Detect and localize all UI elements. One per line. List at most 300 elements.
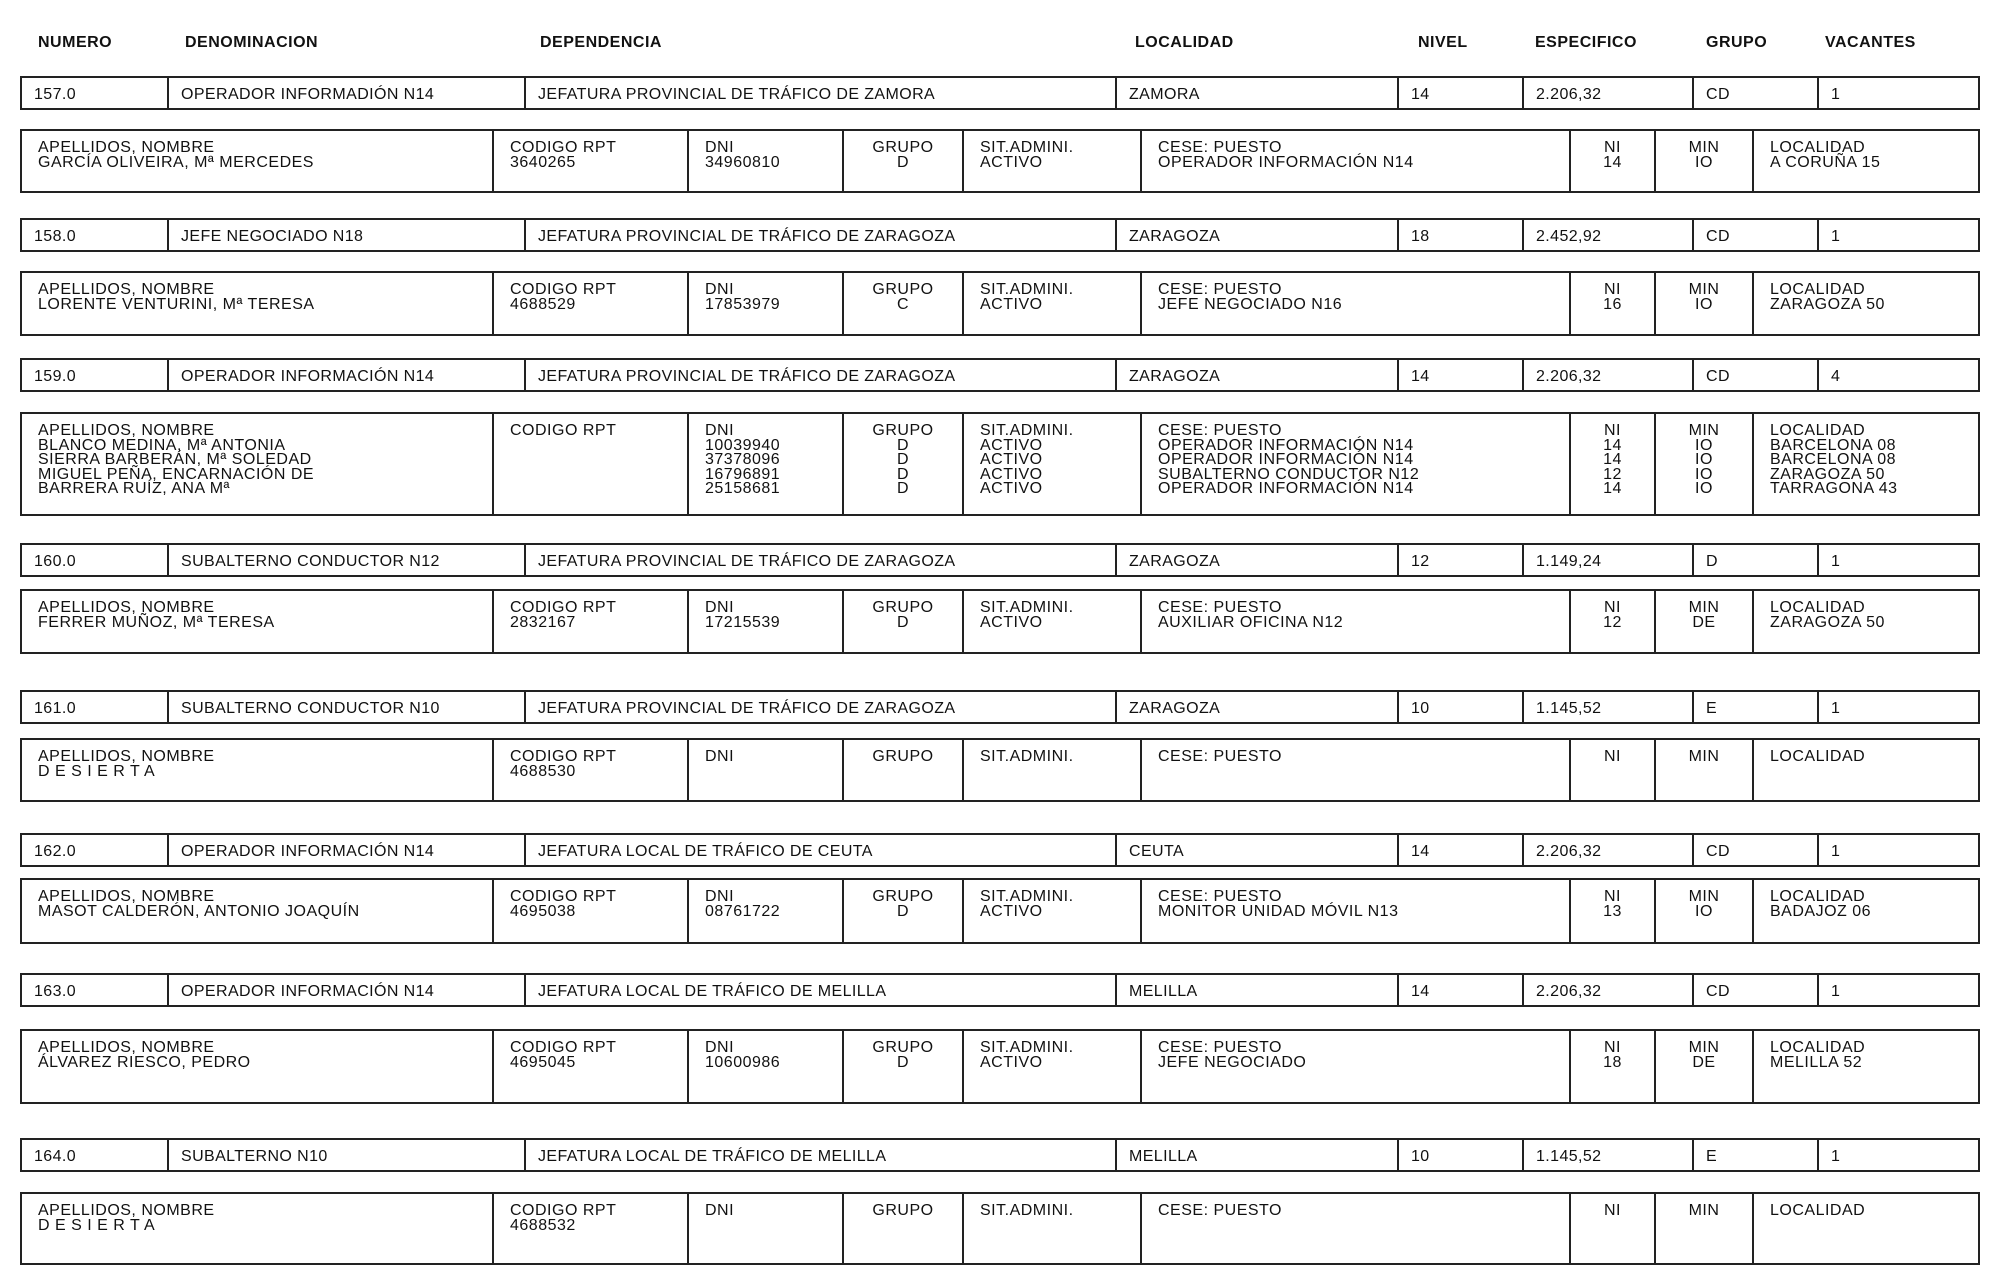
field-value: ACTIVO (980, 153, 1043, 171)
numero-cell: 157.0 (34, 86, 77, 103)
column-header-numero: NUMERO (38, 34, 113, 51)
ni-cell (1569, 414, 1654, 514)
grupo-cell: E (1692, 692, 1817, 722)
field-label: MIN (1688, 422, 1720, 439)
vacantes-cell: 1 (1817, 835, 1978, 865)
field-label: CESE: PUESTO (1158, 599, 1282, 616)
cese-puesto-cell (1140, 591, 1569, 652)
apellidos-nombre-cell (22, 414, 492, 514)
sit-admini-cell (962, 1194, 1140, 1263)
field-label: NI (1604, 748, 1621, 765)
dependencia-cell: JEFATURA PROVINCIAL DE TRÁFICO DE ZARAGOZA (524, 220, 1115, 250)
field-label: SIT.ADMINI. (980, 422, 1074, 439)
especifico-cell: 2.206,32 (1522, 975, 1692, 1005)
field-label: MIN (1688, 1202, 1720, 1219)
nivel-cell: 14 (1397, 78, 1522, 108)
field-value: 17215539 (705, 613, 781, 631)
field-label: NI (1604, 422, 1621, 439)
denominacion-cell: SUBALTERNO N10 (167, 1140, 524, 1170)
field-value: ACTIVO (980, 1053, 1043, 1071)
field-label: CODIGO RPT (510, 888, 617, 905)
dependencia-cell: JEFATURA LOCAL DE TRÁFICO DE MELILLA (524, 975, 1115, 1005)
field-label: GRUPO (872, 599, 934, 616)
field-value: ACTIVO (980, 465, 1043, 483)
field-label: NI (1604, 599, 1621, 616)
field-label: NI (1604, 888, 1621, 905)
field-label: CODIGO RPT (510, 1202, 617, 1219)
field-label: GRUPO (872, 139, 934, 156)
ni-cell (1569, 880, 1654, 942)
field-label: CESE: PUESTO (1158, 1039, 1282, 1056)
field-value: ACTIVO (980, 902, 1043, 920)
field-value: D (896, 451, 910, 468)
field-label: APELLIDOS, NOMBRE (38, 599, 215, 616)
dependencia-cell: JEFATURA LOCAL DE TRÁFICO DE CEUTA (524, 835, 1115, 865)
field-value: 14 (1603, 480, 1622, 497)
field-label: LOCALIDAD (1770, 422, 1866, 439)
field-value: OPERADOR INFORMACIÓN N14 (1158, 153, 1414, 171)
position-row (20, 1138, 1980, 1172)
field-label: DNI (705, 422, 735, 439)
nivel-cell: 18 (1397, 220, 1522, 250)
grupo-detail-cell (842, 273, 962, 334)
column-header-especifico: ESPECIFICO (1535, 34, 1637, 51)
field-value: 12 (1603, 465, 1622, 483)
sit-admini-cell (962, 273, 1140, 334)
field-label: CODIGO RPT (510, 599, 617, 616)
field-label: APELLIDOS, NOMBRE (38, 281, 215, 298)
nivel-cell: 10 (1397, 1140, 1522, 1170)
numero-cell: 164.0 (34, 1148, 77, 1165)
denominacion-cell: OPERADOR INFORMACIÓN N14 (167, 835, 524, 865)
field-value: D (896, 902, 910, 920)
localidad-cell: ZARAGOZA (1115, 545, 1397, 575)
field-label: MIN (1688, 139, 1720, 156)
especifico-cell: 2.206,32 (1522, 360, 1692, 390)
field-value: 14 (1603, 436, 1622, 454)
field-label: SIT.ADMINI. (980, 139, 1074, 156)
nivel-cell: 14 (1397, 360, 1522, 390)
min-cell (1654, 1194, 1752, 1263)
nivel-cell: 14 (1397, 975, 1522, 1005)
especifico-cell: 1.149,24 (1522, 545, 1692, 575)
min-cell (1654, 273, 1752, 334)
field-label: APELLIDOS, NOMBRE (38, 888, 215, 905)
codigo-rpt-cell (492, 880, 687, 942)
field-label: NI (1604, 281, 1621, 298)
apellidos-nombre-cell (22, 591, 492, 652)
field-value: MIGUEL PEÑA, ENCARNACIÓN DE (38, 465, 315, 483)
field-value: D (896, 465, 910, 483)
occupant-details-box (20, 271, 1980, 336)
field-label: DNI (705, 281, 735, 298)
denominacion-cell: OPERADOR INFORMACIÓN N14 (167, 360, 524, 390)
localidad-detail-cell (1752, 273, 1978, 334)
vacantes-cell: 1 (1817, 975, 1978, 1005)
field-label: SIT.ADMINI. (980, 1039, 1074, 1056)
numero-cell: 163.0 (34, 983, 77, 1000)
numero-cell: 161.0 (34, 700, 77, 717)
field-label: DNI (705, 1202, 735, 1219)
column-header-dependencia: DEPENDENCIA (540, 34, 662, 51)
codigo-rpt-cell (492, 1031, 687, 1102)
grupo-cell: CD (1692, 360, 1817, 390)
field-value: MONITOR UNIDAD MÓVIL N13 (1158, 902, 1399, 920)
field-label: GRUPO (872, 1039, 934, 1056)
field-label: DNI (705, 1039, 735, 1056)
ni-cell (1569, 273, 1654, 334)
dni-cell (687, 1031, 842, 1102)
cese-puesto-cell (1140, 740, 1569, 800)
field-value: BADAJOZ 06 (1770, 902, 1872, 920)
dni-cell (687, 591, 842, 652)
field-value: OPERADOR INFORMACIÓN N14 (1158, 436, 1414, 454)
numero-cell: 162.0 (34, 843, 77, 860)
apellidos-nombre-cell (22, 880, 492, 942)
cese-puesto-cell (1140, 880, 1569, 942)
field-label: CESE: PUESTO (1158, 888, 1282, 905)
field-value: ACTIVO (980, 451, 1043, 468)
nivel-cell: 12 (1397, 545, 1522, 575)
vacantes-cell: 1 (1817, 1140, 1978, 1170)
field-value: 25158681 (705, 480, 781, 497)
numero-cell: 160.0 (34, 553, 77, 570)
localidad-detail-cell (1752, 591, 1978, 652)
column-header-grupo: GRUPO (1706, 34, 1768, 51)
ni-cell (1569, 1031, 1654, 1102)
field-value: 13 (1603, 902, 1622, 920)
field-label: LOCALIDAD (1770, 748, 1866, 765)
field-value: IO (1695, 153, 1713, 171)
min-cell (1654, 740, 1752, 800)
cese-puesto-cell (1140, 1031, 1569, 1102)
sit-admini-cell (962, 414, 1140, 514)
codigo-rpt-cell (492, 591, 687, 652)
apellidos-nombre-cell (22, 1194, 492, 1263)
position-row (20, 543, 1980, 577)
field-value: BARRERA RUÍZ, ANA Mª (38, 480, 230, 497)
field-value: D (896, 153, 910, 171)
localidad-cell: MELILLA (1115, 975, 1397, 1005)
column-header-denominacion: DENOMINACION (185, 34, 319, 51)
occupant-details-box (20, 412, 1980, 516)
min-cell (1654, 1031, 1752, 1102)
dependencia-cell: JEFATURA PROVINCIAL DE TRÁFICO DE ZARAGOZA (524, 692, 1115, 722)
field-value: A CORUÑA 15 (1770, 153, 1881, 171)
vacantes-cell: 4 (1817, 360, 1978, 390)
field-value: IO (1695, 436, 1713, 454)
field-value: IO (1695, 465, 1713, 483)
field-value: TARRAGONA 43 (1770, 480, 1898, 497)
especifico-cell: 1.145,52 (1522, 692, 1692, 722)
column-header-localidad: LOCALIDAD (1135, 34, 1234, 51)
ni-cell (1569, 131, 1654, 191)
field-value: 17853979 (705, 295, 781, 313)
field-label: CESE: PUESTO (1158, 422, 1282, 439)
field-label: LOCALIDAD (1770, 599, 1866, 616)
min-cell (1654, 414, 1752, 514)
dni-cell (687, 880, 842, 942)
field-label: NI (1604, 139, 1621, 156)
field-label: LOCALIDAD (1770, 1202, 1866, 1219)
denominacion-cell: OPERADOR INFORMACIÓN N14 (167, 975, 524, 1005)
occupant-details-box (20, 129, 1980, 193)
field-label: MIN (1688, 888, 1720, 905)
localidad-detail-cell (1752, 131, 1978, 191)
field-value: 4695038 (510, 902, 576, 920)
field-value: LORENTE VENTURINI, Mª TERESA (38, 295, 315, 313)
dni-cell (687, 740, 842, 800)
field-value: 16 (1603, 295, 1622, 313)
field-value: 4688532 (510, 1216, 576, 1234)
apellidos-nombre-cell (22, 740, 492, 800)
field-value: IO (1695, 902, 1713, 920)
grupo-detail-cell (842, 131, 962, 191)
position-row (20, 833, 1980, 867)
occupant-details-box (20, 1029, 1980, 1104)
field-label: DNI (705, 599, 735, 616)
dependencia-cell: JEFATURA LOCAL DE TRÁFICO DE MELILLA (524, 1140, 1115, 1170)
localidad-detail-cell (1752, 1031, 1978, 1102)
field-label: GRUPO (872, 1202, 934, 1219)
grupo-detail-cell (842, 1031, 962, 1102)
field-value: MELILLA 52 (1770, 1053, 1863, 1071)
field-label: MIN (1688, 748, 1720, 765)
field-value: C (896, 295, 910, 313)
field-value: ZARAGOZA 50 (1770, 613, 1885, 631)
localidad-detail-cell (1752, 1194, 1978, 1263)
especifico-cell: 2.452,92 (1522, 220, 1692, 250)
field-label: CODIGO RPT (510, 139, 617, 156)
field-value: SUBALTERNO CONDUCTOR N12 (1158, 465, 1420, 483)
sit-admini-cell (962, 740, 1140, 800)
localidad-cell: CEUTA (1115, 835, 1397, 865)
field-label: APELLIDOS, NOMBRE (38, 139, 215, 156)
ni-cell (1569, 1194, 1654, 1263)
grupo-cell: D (1692, 545, 1817, 575)
field-value: FERRER MUÑOZ, Mª TERESA (38, 613, 275, 631)
field-label: SIT.ADMINI. (980, 888, 1074, 905)
field-value: 18 (1603, 1053, 1622, 1071)
field-label: APELLIDOS, NOMBRE (38, 422, 215, 439)
field-value: OPERADOR INFORMACIÓN N14 (1158, 451, 1414, 468)
position-row (20, 358, 1980, 392)
field-value: 12 (1603, 613, 1622, 631)
field-label: CESE: PUESTO (1158, 139, 1282, 156)
field-label: DNI (705, 139, 735, 156)
denominacion-cell: JEFE NEGOCIADO N18 (167, 220, 524, 250)
numero-cell: 158.0 (34, 228, 77, 245)
column-header-nivel: NIVEL (1418, 34, 1468, 51)
field-value: SIERRA BARBERÁN, Mª SOLEDAD (38, 451, 312, 468)
field-label: SIT.ADMINI. (980, 281, 1074, 298)
field-value: BARCELONA 08 (1770, 436, 1897, 454)
field-value: 14 (1603, 153, 1622, 171)
field-value: AUXILIAR OFICINA N12 (1158, 613, 1344, 631)
field-label: LOCALIDAD (1770, 281, 1866, 298)
dependencia-cell: JEFATURA PROVINCIAL DE TRÁFICO DE ZAMORA (524, 78, 1115, 108)
field-value: OPERADOR INFORMACIÓN N14 (1158, 480, 1414, 497)
field-value: D E S I E R T A (38, 762, 156, 780)
field-value: 2832167 (510, 613, 576, 631)
cese-puesto-cell (1140, 414, 1569, 514)
field-label: APELLIDOS, NOMBRE (38, 1039, 215, 1056)
dni-cell (687, 131, 842, 191)
field-label: CESE: PUESTO (1158, 1202, 1282, 1219)
cese-puesto-cell (1140, 273, 1569, 334)
field-label: GRUPO (872, 888, 934, 905)
field-label: CODIGO RPT (510, 1039, 617, 1056)
localidad-cell: ZAMORA (1115, 78, 1397, 108)
field-label: LOCALIDAD (1770, 1039, 1866, 1056)
sit-admini-cell (962, 591, 1140, 652)
localidad-cell: ZARAGOZA (1115, 692, 1397, 722)
localidad-detail-cell (1752, 740, 1978, 800)
denominacion-cell: OPERADOR INFORMADIÓN N14 (167, 78, 524, 108)
field-label: GRUPO (872, 281, 934, 298)
min-cell (1654, 880, 1752, 942)
codigo-rpt-cell (492, 273, 687, 334)
field-value: 3640265 (510, 153, 576, 171)
field-value: JEFE NEGOCIADO N16 (1158, 295, 1343, 313)
occupant-details-box (20, 878, 1980, 944)
codigo-rpt-cell (492, 414, 687, 514)
field-label: GRUPO (872, 748, 934, 765)
grupo-detail-cell (842, 591, 962, 652)
sit-admini-cell (962, 131, 1140, 191)
min-cell (1654, 131, 1752, 191)
field-label: APELLIDOS, NOMBRE (38, 1202, 215, 1219)
position-row (20, 76, 1980, 110)
nivel-cell: 14 (1397, 835, 1522, 865)
cese-puesto-cell (1140, 131, 1569, 191)
field-value: D E S I E R T A (38, 1216, 156, 1234)
column-header-row (0, 34, 2000, 56)
field-label: SIT.ADMINI. (980, 599, 1074, 616)
ni-cell (1569, 591, 1654, 652)
field-value: 10600986 (705, 1053, 781, 1071)
sit-admini-cell (962, 1031, 1140, 1102)
field-value: 08761722 (705, 902, 781, 920)
field-label: SIT.ADMINI. (980, 1202, 1074, 1219)
field-value: ACTIVO (980, 295, 1043, 313)
field-label: LOCALIDAD (1770, 139, 1866, 156)
dependencia-cell: JEFATURA PROVINCIAL DE TRÁFICO DE ZARAGOZA (524, 360, 1115, 390)
localidad-detail-cell (1752, 414, 1978, 514)
field-value: ACTIVO (980, 480, 1043, 497)
min-cell (1654, 591, 1752, 652)
numero-cell: 159.0 (34, 368, 77, 385)
field-value: GARCÍA OLIVEIRA, Mª MERCEDES (38, 153, 314, 171)
field-value: 14 (1603, 451, 1622, 468)
field-label: LOCALIDAD (1770, 888, 1866, 905)
field-value: BARCELONA 08 (1770, 451, 1897, 468)
field-value: DE (1692, 1053, 1716, 1071)
field-value: ACTIVO (980, 436, 1043, 454)
localidad-cell: ZARAGOZA (1115, 360, 1397, 390)
codigo-rpt-cell (492, 1194, 687, 1263)
grupo-detail-cell (842, 1194, 962, 1263)
field-value: MASOT CALDERÓN, ANTONIO JOAQUÍN (38, 902, 360, 920)
vacantes-cell: 1 (1817, 692, 1978, 722)
field-value: IO (1695, 451, 1713, 468)
occupant-details-box (20, 738, 1980, 802)
column-header-vacantes: VACANTES (1825, 34, 1916, 51)
field-label: DNI (705, 748, 735, 765)
grupo-cell: E (1692, 1140, 1817, 1170)
field-value: 4688529 (510, 295, 576, 313)
field-label: CESE: PUESTO (1158, 748, 1282, 765)
grupo-detail-cell (842, 414, 962, 514)
especifico-cell: 2.206,32 (1522, 78, 1692, 108)
dni-cell (687, 414, 842, 514)
dependencia-cell: JEFATURA PROVINCIAL DE TRÁFICO DE ZARAGOZA (524, 545, 1115, 575)
field-label: CODIGO RPT (510, 422, 617, 439)
ni-cell (1569, 740, 1654, 800)
field-label: DNI (705, 888, 735, 905)
denominacion-cell: SUBALTERNO CONDUCTOR N10 (167, 692, 524, 722)
field-label: MIN (1688, 599, 1720, 616)
grupo-cell: CD (1692, 835, 1817, 865)
field-value: D (896, 1053, 910, 1071)
grupo-cell: CD (1692, 975, 1817, 1005)
field-value: ACTIVO (980, 613, 1043, 631)
field-value: ZARAGOZA 50 (1770, 465, 1885, 483)
denominacion-cell: SUBALTERNO CONDUCTOR N12 (167, 545, 524, 575)
field-value: D (896, 436, 910, 454)
position-row (20, 218, 1980, 252)
sit-admini-cell (962, 880, 1140, 942)
vacantes-cell: 1 (1817, 545, 1978, 575)
apellidos-nombre-cell (22, 273, 492, 334)
grupo-cell: CD (1692, 78, 1817, 108)
codigo-rpt-cell (492, 740, 687, 800)
occupant-details-box (20, 1192, 1980, 1265)
field-label: APELLIDOS, NOMBRE (38, 748, 215, 765)
localidad-cell: ZARAGOZA (1115, 220, 1397, 250)
field-label: NI (1604, 1039, 1621, 1056)
field-value: 4688530 (510, 762, 576, 780)
field-label: GRUPO (872, 422, 934, 439)
field-label: MIN (1688, 1039, 1720, 1056)
position-row (20, 690, 1980, 724)
field-label: NI (1604, 1202, 1621, 1219)
field-value: DE (1692, 613, 1716, 631)
localidad-detail-cell (1752, 880, 1978, 942)
especifico-cell: 1.145,52 (1522, 1140, 1692, 1170)
nivel-cell: 10 (1397, 692, 1522, 722)
vacantes-cell: 1 (1817, 78, 1978, 108)
grupo-cell: CD (1692, 220, 1817, 250)
dni-cell (687, 1194, 842, 1263)
position-row (20, 973, 1980, 1007)
field-label: MIN (1688, 281, 1720, 298)
codigo-rpt-cell (492, 131, 687, 191)
field-label: CODIGO RPT (510, 748, 617, 765)
dni-cell (687, 273, 842, 334)
field-value: JEFE NEGOCIADO (1158, 1053, 1307, 1071)
cese-puesto-cell (1140, 1194, 1569, 1263)
field-value: ÁLVAREZ RIESCO, PEDRO (38, 1053, 251, 1071)
occupant-details-box (20, 589, 1980, 654)
field-value: D (896, 480, 910, 497)
grupo-detail-cell (842, 740, 962, 800)
vacantes-cell: 1 (1817, 220, 1978, 250)
grupo-detail-cell (842, 880, 962, 942)
field-label: CODIGO RPT (510, 281, 617, 298)
field-value: 4695045 (510, 1053, 576, 1071)
field-value: D (896, 613, 910, 631)
